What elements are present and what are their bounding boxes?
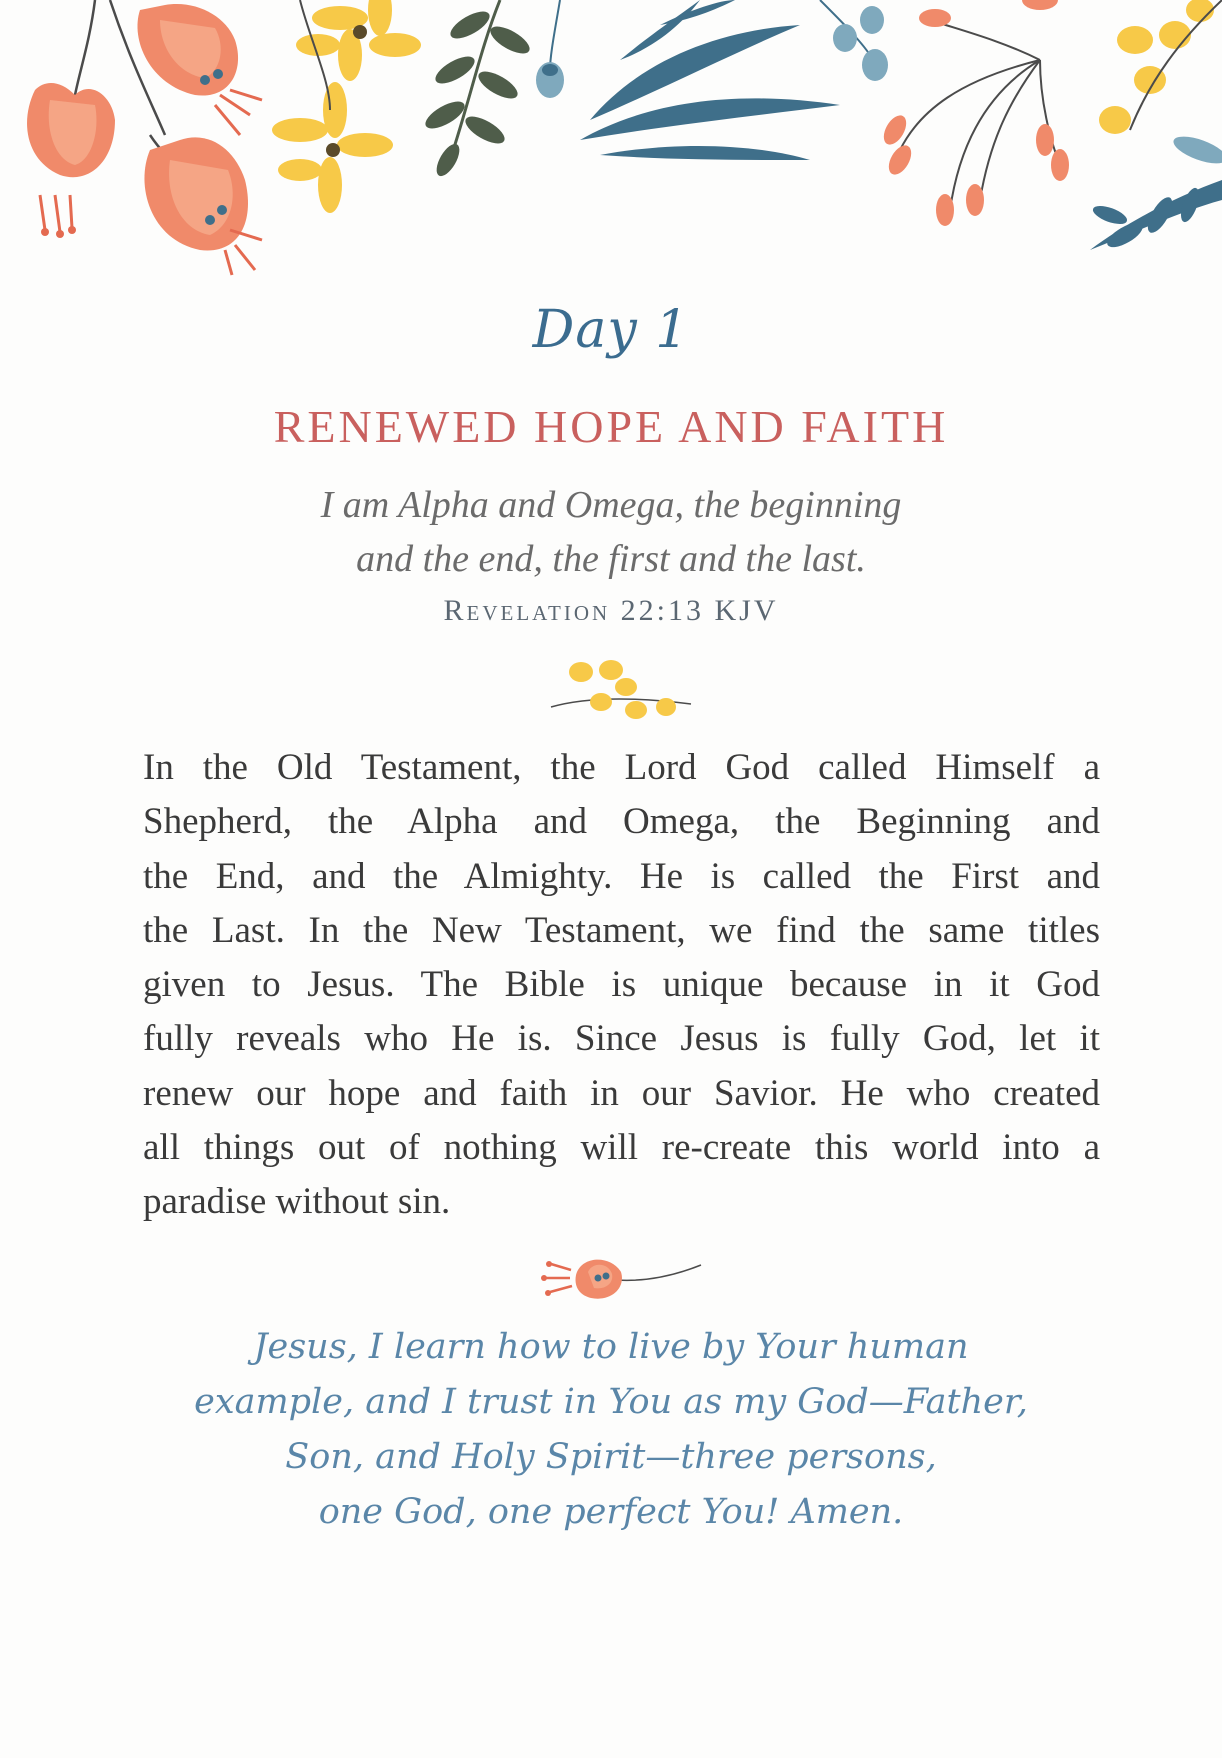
- body-line: fully reveals who He is. Since Jesus is fully God, let it: [143, 1018, 1100, 1060]
- yellow-flower-icon: [296, 0, 421, 81]
- day-heading: Day 1: [532, 300, 690, 360]
- coral-tulip-icon: [144, 135, 262, 275]
- yellow-flower-icon: [272, 82, 393, 213]
- closing-prayer: [180, 1320, 1042, 1540]
- body-line: Shepherd, the Alpha and Omega, the Beginning and: [143, 801, 1100, 843]
- yellow-flower-icon: [1099, 0, 1214, 134]
- body-line: given to Jesus. The Bible is unique because in it God: [143, 964, 1100, 1006]
- prayer-line: example, and I trust in You as my God—Father,: [194, 1382, 1028, 1422]
- blue-bud-icon: [820, 0, 888, 81]
- body-line: renew our hope and faith in our Savior. He who created: [143, 1072, 1100, 1114]
- verse-line: and the end, the first and the last.: [356, 538, 866, 580]
- verse-line: I am Alpha and Omega, the beginning: [320, 484, 902, 526]
- red-flower-divider: [536, 1250, 706, 1310]
- coral-bud-icon: [879, 0, 1069, 226]
- body-line: the Last. In the New Testament, we find the same titles: [143, 909, 1100, 951]
- prayer-line: Son, and Holy Spirit—three persons,: [285, 1437, 937, 1477]
- body-line: the End, and the Almighty. He is called the First and: [143, 855, 1100, 897]
- scripture-verse: [200, 478, 1022, 586]
- fern-leaf-icon: [421, 0, 533, 180]
- devotional-body: [143, 741, 1100, 1230]
- prayer-line: one God, one perfect You! Amen.: [318, 1492, 904, 1532]
- page-title: RENEWED HOPE AND FAITH: [273, 401, 949, 452]
- body-line: In the Old Testament, the Lord God called Himself a: [143, 747, 1100, 788]
- yellow-flower-divider: [546, 652, 696, 722]
- blue-bud-icon: [536, 0, 564, 98]
- coral-tulip-icon: [110, 0, 262, 135]
- floral-border-illustration: [0, 0, 1222, 300]
- scripture-reference: Revelation 22:13 KJV: [443, 594, 779, 627]
- body-line: paradise without sin.: [143, 1181, 451, 1223]
- blue-leaf-icon: [1090, 131, 1222, 252]
- prayer-line: Jesus, I learn how to live by Your human: [253, 1327, 969, 1367]
- blue-leaf-icon: [580, 0, 840, 160]
- coral-tulip-icon: [27, 0, 115, 238]
- body-line: all things out of nothing will re-create this world into a: [143, 1127, 1100, 1169]
